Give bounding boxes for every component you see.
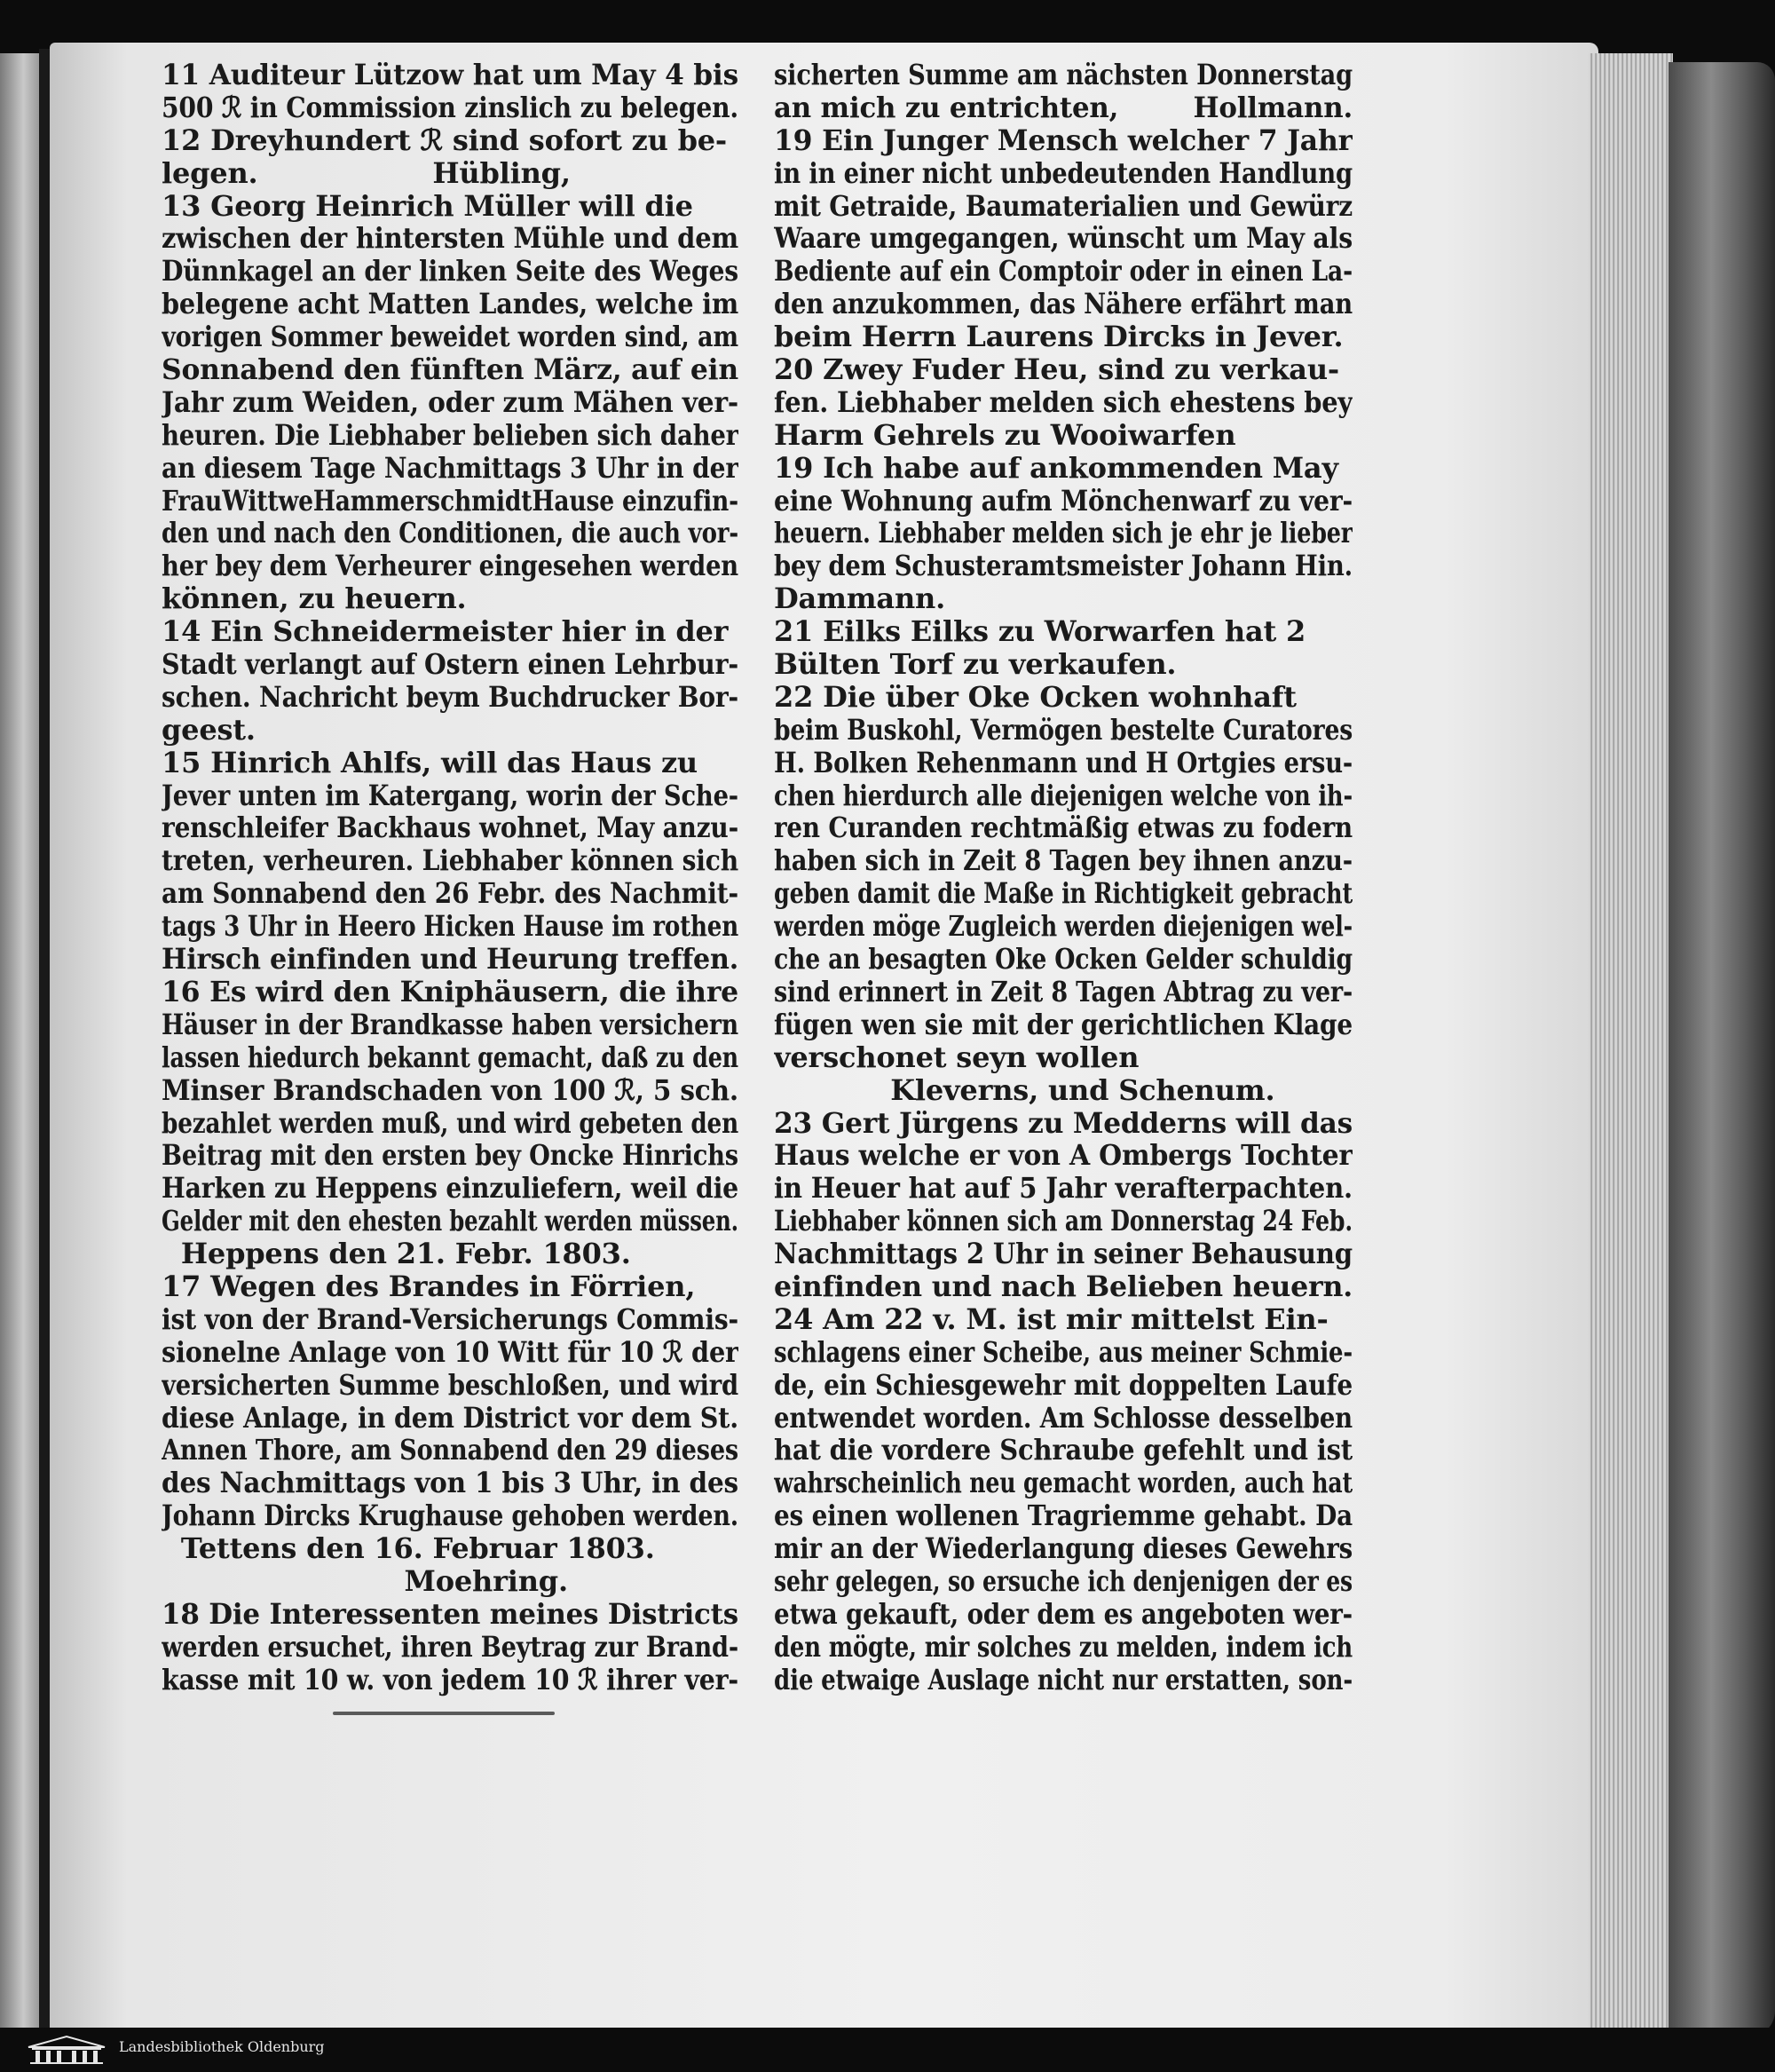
text-line: 21 Eilks Eilks zu Worwarfen hat 2 (774, 615, 1306, 649)
text-line: mir an der Wiederlangung dieses Gewehrs (774, 1532, 1353, 1565)
text-line: Dammann. (774, 582, 946, 616)
text-line: schen. Nachricht beym Buchdrucker Bor- (162, 680, 738, 714)
text-line: Moehring. (162, 1564, 568, 1598)
text-line: den anzukommen, das Nähere erfährt man (774, 288, 1353, 321)
text-line: renschleifer Backhaus wohnet, May anzu- (162, 811, 738, 845)
text-line: H. Bolken Rehenmann und H Ortgies ersu- (774, 746, 1353, 779)
text-line: Hirsch einfinden und Heurung treffen. (162, 943, 738, 976)
text-line: Annen Thore, am Sonnabend den 29 dieses (162, 1434, 738, 1467)
text-line: 14 Ein Schneidermeister hier in der (162, 615, 729, 649)
text-line: 19 Ein Junger Mensch welcher 7 Jahr (774, 123, 1353, 157)
text-line: che an besagten Oke Ocken Gelder schuldig (774, 943, 1353, 976)
text-line: Minser Brandschaden von 100 ℛ, 5 sch. (162, 1073, 738, 1107)
text-line: Waare umgegangen, wünscht um May als (774, 222, 1353, 256)
text-line: sicherten Summe am nächsten Donnerstag (774, 59, 1353, 91)
text-line: zwischen der hintersten Mühle und dem (162, 222, 738, 256)
text-line: am Sonnabend den 26 Febr. des Nachmit- (162, 877, 738, 911)
text-line: de, ein Schiesgewehr mit doppelten Laufe (774, 1368, 1353, 1402)
column-end-rule (333, 1712, 555, 1715)
text-line: Sonnabend den fünften März, auf ein (162, 353, 738, 386)
text-line: ist von der Brand-Versicherungs Commis- (162, 1302, 738, 1336)
text-line: tags 3 Uhr in Heero Hicken Hause im rothen (162, 910, 738, 944)
left-page-edge (0, 53, 39, 2042)
text-line: etwa gekauft, oder dem es angeboten wer- (774, 1597, 1353, 1631)
text-line: Nachmittags 2 Uhr in seiner Behausung (774, 1238, 1353, 1270)
text-line: 23 Gert Jürgens zu Medderns will das (774, 1106, 1353, 1140)
text-line: Heppens den 21. Febr. 1803. (162, 1238, 631, 1270)
text-line: 12 Dreyhundert ℛ sind sofort zu be- (162, 123, 728, 157)
text-line: diese Anlage, in dem District vor dem St. (162, 1401, 738, 1435)
right-text-column (774, 59, 1353, 1696)
book-cover-edge (1668, 62, 1775, 2037)
text-line: Johann Dircks Krughause gehoben werden. (162, 1499, 738, 1533)
text-line: Bediente auf ein Comptoir oder in einen La- (774, 255, 1353, 289)
text-line: in Heuer hat auf 5 Jahr verafterpachten. (774, 1172, 1353, 1206)
text-line: Bülten Torf zu verkaufen. (774, 648, 1177, 681)
text-line: des Nachmittags von 1 bis 3 Uhr, in des (162, 1467, 738, 1500)
left-text-column (162, 59, 738, 1696)
text-line: an mich zu entrichten, Hollmann. (774, 91, 1353, 124)
text-line: Beitrag mit den ersten bey Oncke Hinrichs (162, 1139, 738, 1173)
text-line: haben sich in Zeit 8 Tagen bey ihnen anzu- (774, 844, 1353, 878)
text-line: 24 Am 22 v. M. ist mir mittelst Ein- (774, 1302, 1329, 1336)
text-line: 11 Auditeur Lützow hat um May 4 bis (162, 59, 738, 91)
text-line: 16 Es wird den Kniphäusern, die ihre (162, 975, 738, 1008)
text-line: her bey dem Verheurer eingesehen werden (162, 550, 738, 583)
text-line: versicherten Summe beschloßen, und wird (162, 1368, 738, 1402)
text-line: Stadt verlangt auf Ostern einen Lehrbur- (162, 648, 738, 681)
text-line: 15 Hinrich Ahlfs, will das Haus zu (162, 746, 698, 779)
text-line: kasse mit 10 w. von jedem 10 ℛ ihrer ver- (162, 1663, 738, 1696)
text-line: fen. Liebhaber melden sich ehestens bey (774, 385, 1353, 419)
text-line: werden ersuchet, ihren Beytrag zur Brand- (162, 1630, 738, 1664)
text-line: geest. (162, 713, 256, 747)
text-line: belegene acht Matten Landes, welche im (162, 288, 738, 321)
book-gutter (39, 49, 50, 2046)
text-line: geben damit die Maße in Richtigkeit gebracht (774, 877, 1353, 911)
text-line: Jever unten im Katergang, worin der Sche- (162, 779, 738, 812)
library-building-logo (27, 2035, 106, 2065)
text-line: entwendet worden. Am Schlosse desselben (774, 1401, 1353, 1435)
text-line: legen. Hübling, (162, 156, 571, 190)
text-line: 22 Die über Oke Ocken wohnhaft (774, 680, 1297, 714)
text-line: Häuser in der Brandkasse haben versichern (162, 1008, 738, 1041)
text-line: Harm Gehrels zu Wooiwarfen (774, 418, 1236, 452)
text-line: können, zu heuern. (162, 582, 467, 616)
text-line: verschonet seyn wollen (774, 1040, 1140, 1074)
text-line: den und nach den Conditionen, die auch vor- (162, 517, 738, 550)
text-line: heuern. Liebhaber melden sich je ehr je lieber (774, 517, 1353, 550)
footer-bar (0, 2028, 1775, 2072)
text-line: Liebhaber können sich am Donnerstag 24 Feb. (774, 1205, 1353, 1238)
library-name: Landesbibliothek Oldenburg (119, 2038, 325, 2055)
text-line: sind erinnert in Zeit 8 Tagen Abtrag zu ver- (774, 975, 1353, 1008)
text-line: in in einer nicht unbedeutenden Handlung (774, 156, 1353, 190)
text-line: beim Herrn Laurens Dircks in Jever. (774, 320, 1344, 354)
text-line: an diesem Tage Nachmittags 3 Uhr in der (162, 451, 738, 485)
text-line: FrauWittweHammerschmidtHause einzufin- (162, 484, 738, 518)
text-line: sehr gelegen, so ersuche ich denjenigen der es (774, 1564, 1353, 1598)
text-line: hat die vordere Schraube gefehlt und ist (774, 1434, 1353, 1467)
text-line: es einen wollenen Tragriemme gehabt. Da (774, 1499, 1353, 1533)
text-line: Tettens den 16. Februar 1803. (162, 1532, 655, 1565)
text-line: fügen wen sie mit der gerichtlichen Klage (774, 1008, 1353, 1041)
text-line: einfinden und nach Belieben heuern. (774, 1269, 1353, 1303)
text-line: bey dem Schusteramtsmeister Johann Hin. (774, 550, 1353, 583)
text-line: Jahr zum Weiden, oder zum Mähen ver- (162, 385, 738, 419)
text-line: Haus welche er von A Ombergs Tochter (774, 1139, 1353, 1173)
text-line: eine Wohnung aufm Mönchenwarf zu ver- (774, 484, 1353, 518)
text-line: bezahlet werden muß, und wird gebeten den (162, 1106, 738, 1140)
page-block-edges (1589, 53, 1673, 2037)
text-line: chen hierdurch alle diejenigen welche von ih- (774, 779, 1353, 812)
text-line: die etwaige Auslage nicht nur erstatten, son- (774, 1663, 1353, 1696)
text-line: 500 ℛ in Commission zinslich zu belegen. (162, 91, 738, 124)
text-line: Harken zu Heppens einzuliefern, weil die (162, 1172, 738, 1206)
text-line: ren Curanden rechtmäßig etwas zu fodern (774, 811, 1353, 845)
text-line: mit Getraide, Baumaterialien und Gewürz (774, 189, 1353, 223)
text-line: lassen hiedurch bekannt gemacht, daß zu den (162, 1040, 738, 1074)
text-line: treten, verheuren. Liebhaber können sich (162, 844, 738, 878)
text-line: 18 Die Interessenten meines Districts (162, 1597, 738, 1631)
text-line: heuren. Die Liebhaber belieben sich daher (162, 418, 738, 452)
text-line: 13 Georg Heinrich Müller will die (162, 189, 693, 223)
text-line: sionelne Anlage von 10 Witt für 10 ℛ der (162, 1335, 738, 1369)
text-line: 19 Ich habe auf ankommenden May (774, 451, 1338, 485)
text-line: vorigen Sommer beweidet worden sind, am (162, 320, 738, 354)
text-line: schlagens einer Scheibe, aus meiner Schmie- (774, 1335, 1353, 1369)
text-line: 20 Zwey Fuder Heu, sind zu verkau- (774, 353, 1339, 386)
text-line: werden möge Zugleich werden diejenigen wel- (774, 910, 1353, 944)
text-line: Dünnkagel an der linken Seite des Weges (162, 255, 738, 289)
text-line: 17 Wegen des Brandes in Förrien, (162, 1269, 696, 1303)
text-line: den mögte, mir solches zu melden, indem ich (774, 1630, 1353, 1664)
text-line: beim Buskohl, Vermögen bestelte Curatores (774, 713, 1353, 747)
text-line: Gelder mit den ehesten bezahlt werden müssen. (162, 1205, 738, 1238)
text-line: Kleverns, und Schenum. (774, 1073, 1275, 1107)
text-line: wahrscheinlich neu gemacht worden, auch hat (774, 1467, 1353, 1500)
